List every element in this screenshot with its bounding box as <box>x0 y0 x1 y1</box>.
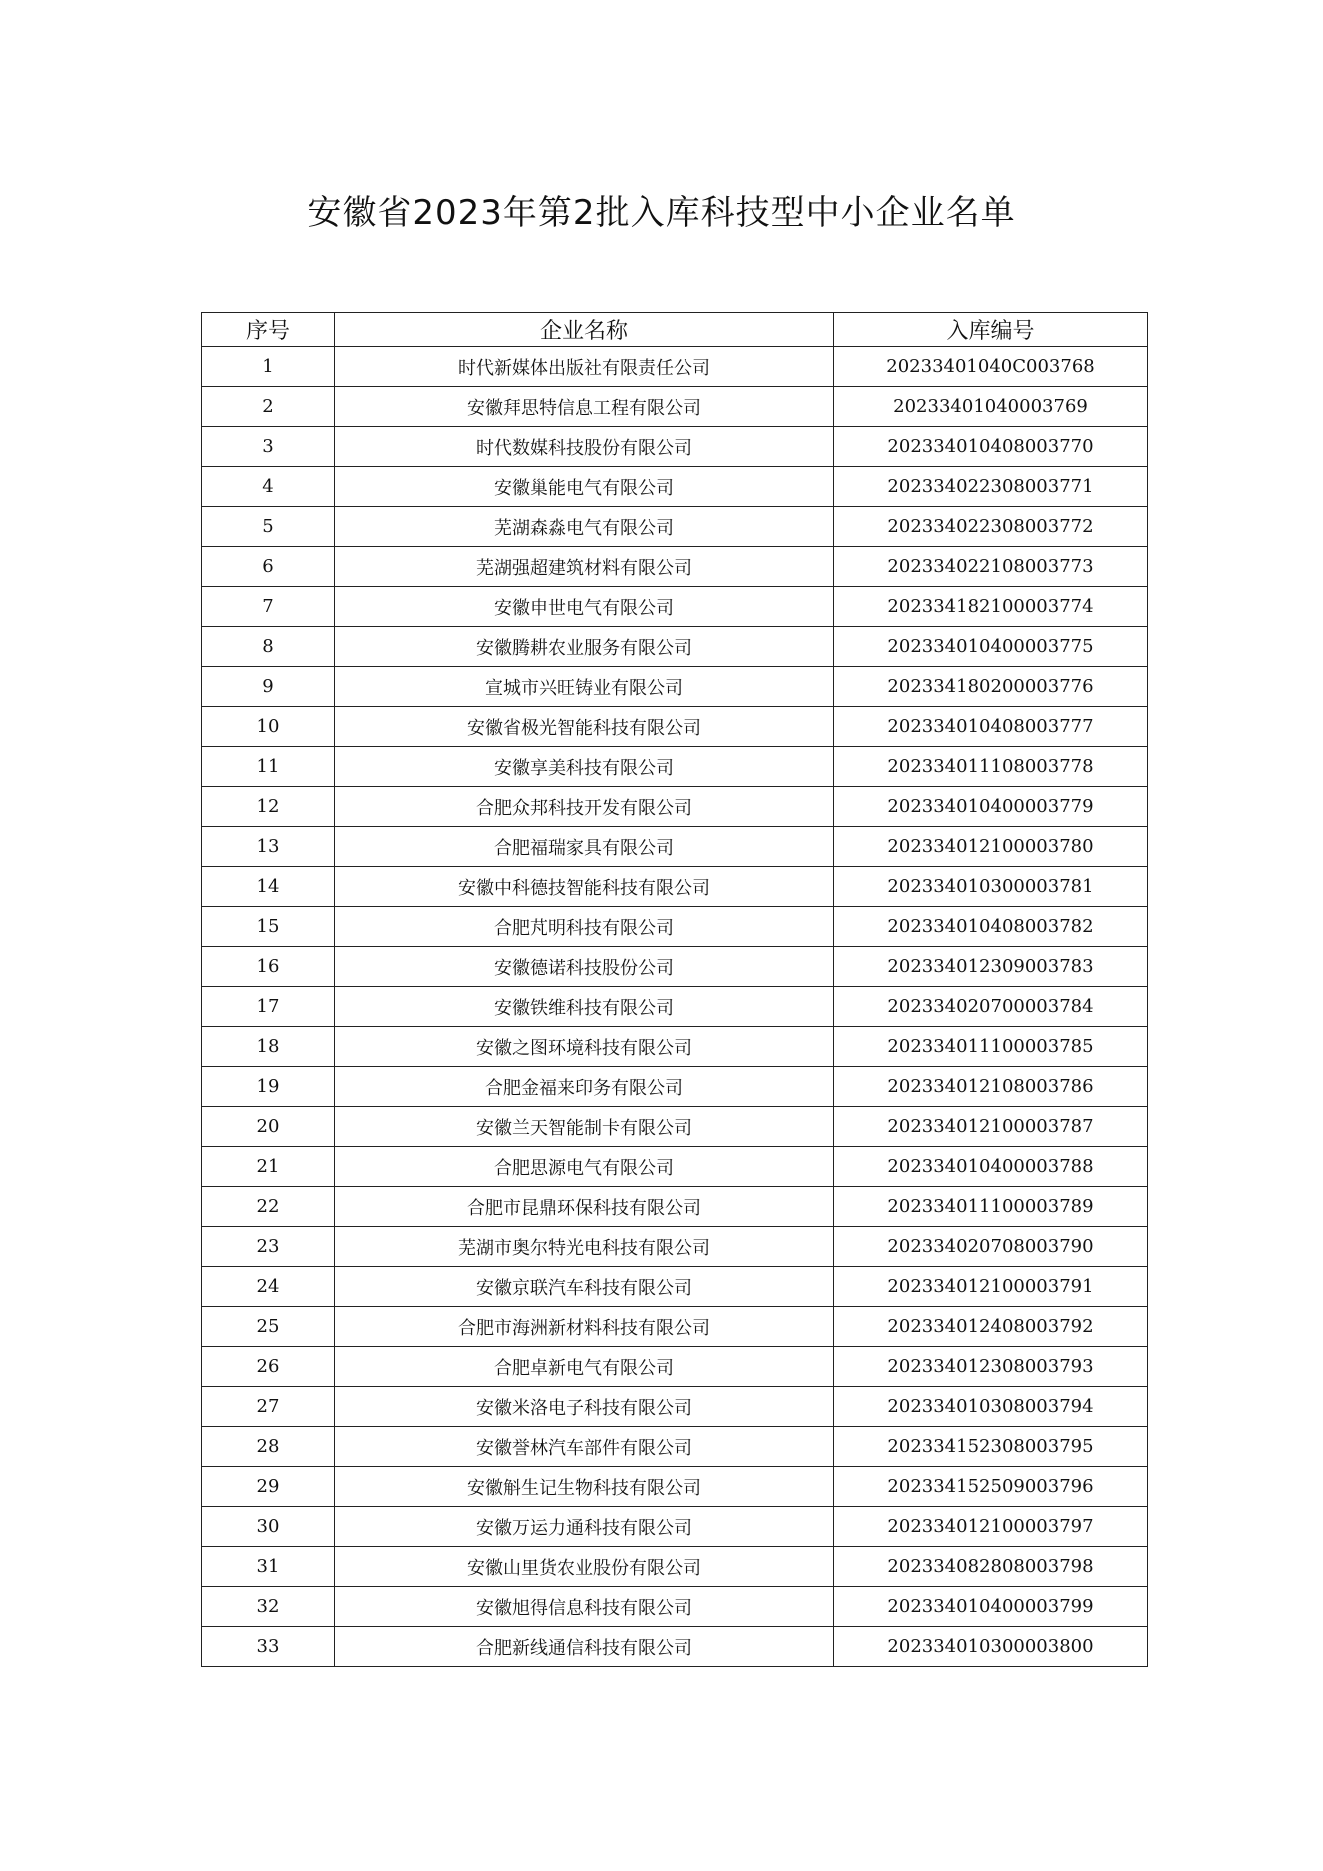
table-row <box>202 427 1148 467</box>
cell-serial-number: 6 <box>202 547 335 587</box>
cell-serial-number: 13 <box>202 827 335 867</box>
cell-company-name: 安徽享美科技有限公司 <box>335 747 834 787</box>
cell-serial-number: 26 <box>202 1347 335 1387</box>
cell-registration-number: 202334011108003778 <box>834 747 1148 787</box>
table-row <box>202 1307 1148 1347</box>
table-row <box>202 1627 1148 1667</box>
table-row <box>202 827 1148 867</box>
cell-company-name: 合肥市海洲新材料科技有限公司 <box>335 1307 834 1347</box>
cell-serial-number: 31 <box>202 1547 335 1587</box>
cell-company-name: 安徽腾耕农业服务有限公司 <box>335 627 834 667</box>
cell-serial-number: 5 <box>202 507 335 547</box>
cell-serial-number: 27 <box>202 1387 335 1427</box>
table-row <box>202 1227 1148 1267</box>
table-row <box>202 1547 1148 1587</box>
cell-registration-number: 20233401040C003768 <box>834 347 1148 387</box>
cell-company-name: 安徽京联汽车科技有限公司 <box>335 1267 834 1307</box>
cell-registration-number: 202334022308003772 <box>834 507 1148 547</box>
cell-registration-number: 202334012108003786 <box>834 1067 1148 1107</box>
table-row <box>202 707 1148 747</box>
table-body <box>202 347 1148 1667</box>
cell-company-name: 合肥芃明科技有限公司 <box>335 907 834 947</box>
cell-serial-number: 23 <box>202 1227 335 1267</box>
cell-registration-number: 202334011100003789 <box>834 1187 1148 1227</box>
cell-company-name: 安徽中科德技智能科技有限公司 <box>335 867 834 907</box>
cell-registration-number: 20233401040003769 <box>834 387 1148 427</box>
cell-company-name: 时代数媒科技股份有限公司 <box>335 427 834 467</box>
cell-company-name: 安徽省极光智能科技有限公司 <box>335 707 834 747</box>
cell-company-name: 安徽德诺科技股份公司 <box>335 947 834 987</box>
page-title: 安徽省2023年第2批入库科技型中小企业名单 <box>307 193 1016 233</box>
cell-serial-number: 16 <box>202 947 335 987</box>
cell-company-name: 安徽申世电气有限公司 <box>335 587 834 627</box>
cell-serial-number: 25 <box>202 1307 335 1347</box>
cell-company-name: 安徽拜思特信息工程有限公司 <box>335 387 834 427</box>
cell-serial-number: 19 <box>202 1067 335 1107</box>
table-row <box>202 907 1148 947</box>
cell-serial-number: 22 <box>202 1187 335 1227</box>
cell-registration-number: 202334010308003794 <box>834 1387 1148 1427</box>
cell-serial-number: 2 <box>202 387 335 427</box>
cell-registration-number: 202334010300003781 <box>834 867 1148 907</box>
cell-serial-number: 11 <box>202 747 335 787</box>
cell-serial-number: 15 <box>202 907 335 947</box>
cell-company-name: 安徽米洛电子科技有限公司 <box>335 1387 834 1427</box>
table-row <box>202 947 1148 987</box>
cell-company-name: 安徽兰天智能制卡有限公司 <box>335 1107 834 1147</box>
table-row <box>202 1387 1148 1427</box>
cell-serial-number: 8 <box>202 627 335 667</box>
cell-registration-number: 202334010400003799 <box>834 1587 1148 1627</box>
cell-registration-number: 202334152509003796 <box>834 1467 1148 1507</box>
cell-company-name: 合肥众邦科技开发有限公司 <box>335 787 834 827</box>
cell-serial-number: 28 <box>202 1427 335 1467</box>
cell-serial-number: 18 <box>202 1027 335 1067</box>
table-row <box>202 467 1148 507</box>
cell-registration-number: 202334180200003776 <box>834 667 1148 707</box>
header-registration-number: 入库编号 <box>834 313 1148 347</box>
cell-serial-number: 20 <box>202 1107 335 1147</box>
cell-registration-number: 202334012408003792 <box>834 1307 1148 1347</box>
table-row <box>202 1507 1148 1547</box>
cell-company-name: 时代新媒体出版社有限责任公司 <box>335 347 834 387</box>
cell-registration-number: 202334010408003777 <box>834 707 1148 747</box>
cell-registration-number: 202334012100003787 <box>834 1107 1148 1147</box>
table-row <box>202 627 1148 667</box>
table-row <box>202 1587 1148 1627</box>
cell-registration-number: 202334012100003791 <box>834 1267 1148 1307</box>
cell-company-name: 安徽万运力通科技有限公司 <box>335 1507 834 1547</box>
cell-company-name: 安徽巢能电气有限公司 <box>335 467 834 507</box>
cell-serial-number: 17 <box>202 987 335 1027</box>
cell-serial-number: 33 <box>202 1627 335 1667</box>
table-row <box>202 1107 1148 1147</box>
cell-serial-number: 4 <box>202 467 335 507</box>
cell-company-name: 芜湖森淼电气有限公司 <box>335 507 834 547</box>
cell-company-name: 合肥思源电气有限公司 <box>335 1147 834 1187</box>
cell-registration-number: 202334010408003782 <box>834 907 1148 947</box>
cell-serial-number: 32 <box>202 1587 335 1627</box>
cell-company-name: 合肥新线通信科技有限公司 <box>335 1627 834 1667</box>
cell-serial-number: 1 <box>202 347 335 387</box>
cell-serial-number: 10 <box>202 707 335 747</box>
cell-serial-number: 21 <box>202 1147 335 1187</box>
cell-serial-number: 30 <box>202 1507 335 1547</box>
cell-company-name: 合肥卓新电气有限公司 <box>335 1347 834 1387</box>
cell-registration-number: 202334082808003798 <box>834 1547 1148 1587</box>
cell-company-name: 芜湖强超建筑材料有限公司 <box>335 547 834 587</box>
table-row <box>202 347 1148 387</box>
table-row <box>202 1267 1148 1307</box>
cell-serial-number: 3 <box>202 427 335 467</box>
table-row <box>202 1467 1148 1507</box>
cell-registration-number: 202334012309003783 <box>834 947 1148 987</box>
cell-registration-number: 202334012100003797 <box>834 1507 1148 1547</box>
cell-company-name: 宣城市兴旺铸业有限公司 <box>335 667 834 707</box>
cell-serial-number: 24 <box>202 1267 335 1307</box>
cell-company-name: 合肥金福来印务有限公司 <box>335 1067 834 1107</box>
cell-registration-number: 202334012100003780 <box>834 827 1148 867</box>
cell-registration-number: 202334022108003773 <box>834 547 1148 587</box>
cell-registration-number: 202334152308003795 <box>834 1427 1148 1467</box>
cell-company-name: 安徽旭得信息科技有限公司 <box>335 1587 834 1627</box>
cell-registration-number: 202334010400003788 <box>834 1147 1148 1187</box>
table-row <box>202 1147 1148 1187</box>
cell-registration-number: 202334020708003790 <box>834 1227 1148 1267</box>
table-row <box>202 667 1148 707</box>
enterprise-table <box>201 312 1148 1667</box>
table-row <box>202 1187 1148 1227</box>
table-row <box>202 507 1148 547</box>
table-row <box>202 587 1148 627</box>
header-company-name: 企业名称 <box>335 313 834 347</box>
cell-serial-number: 9 <box>202 667 335 707</box>
table-row <box>202 747 1148 787</box>
table-row <box>202 1067 1148 1107</box>
cell-registration-number: 202334010408003770 <box>834 427 1148 467</box>
cell-company-name: 安徽斛生记生物科技有限公司 <box>335 1467 834 1507</box>
table-row <box>202 787 1148 827</box>
table-row <box>202 1027 1148 1067</box>
cell-company-name: 合肥市昆鼎环保科技有限公司 <box>335 1187 834 1227</box>
cell-company-name: 安徽之图环境科技有限公司 <box>335 1027 834 1067</box>
cell-company-name: 合肥福瑞家具有限公司 <box>335 827 834 867</box>
cell-company-name: 安徽铁维科技有限公司 <box>335 987 834 1027</box>
cell-company-name: 安徽山里货农业股份有限公司 <box>335 1547 834 1587</box>
table-header-row <box>202 313 1148 347</box>
cell-registration-number: 202334011100003785 <box>834 1027 1148 1067</box>
cell-serial-number: 7 <box>202 587 335 627</box>
cell-serial-number: 12 <box>202 787 335 827</box>
table-row <box>202 387 1148 427</box>
cell-company-name: 安徽誉林汽车部件有限公司 <box>335 1427 834 1467</box>
cell-registration-number: 202334010400003779 <box>834 787 1148 827</box>
table-row <box>202 1347 1148 1387</box>
cell-serial-number: 29 <box>202 1467 335 1507</box>
table-row <box>202 547 1148 587</box>
cell-serial-number: 14 <box>202 867 335 907</box>
header-serial-number: 序号 <box>202 313 335 347</box>
cell-registration-number: 202334022308003771 <box>834 467 1148 507</box>
cell-registration-number: 202334010300003800 <box>834 1627 1148 1667</box>
cell-company-name: 芜湖市奥尔特光电科技有限公司 <box>335 1227 834 1267</box>
cell-registration-number: 202334012308003793 <box>834 1347 1148 1387</box>
cell-registration-number: 202334182100003774 <box>834 587 1148 627</box>
table-row <box>202 867 1148 907</box>
table-row <box>202 1427 1148 1467</box>
table-row <box>202 987 1148 1027</box>
cell-registration-number: 202334020700003784 <box>834 987 1148 1027</box>
cell-registration-number: 202334010400003775 <box>834 627 1148 667</box>
